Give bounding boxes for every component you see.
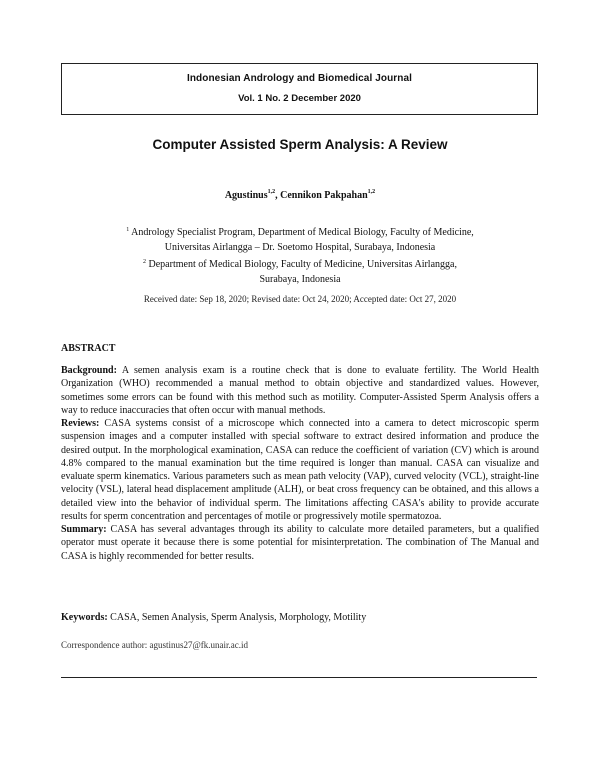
author-affiliation-mark: 1,2 [267, 189, 276, 195]
affiliation-mark: 2 [143, 259, 147, 265]
submission-dates: Received date: Sep 18, 2020; Revised date: Oct 24, 2020; Accepted date: Oct 27, 2020 [143, 294, 457, 304]
abstract-section-background [61, 364, 539, 417]
journal-name: Indonesian Andrology and Biomedical Journal [186, 73, 413, 84]
affiliation-line: Surabaya, Indonesia [259, 274, 341, 285]
author-name: Agustinus [224, 190, 268, 201]
affiliation-text: Department of Medical Biology, Faculty of Medicine, Universitas Airlangga, [148, 259, 457, 270]
section-text: CASA has several advantages through its ability to calculate more detailed parameters, but a qualified operator must operate it because there is some potential for misinterpretation. The combination of The Manual and CASA is highly recommended for better results. [61, 524, 539, 562]
section-label: Background: [61, 365, 117, 376]
paper-title: Computer Assisted Sperm Analysis: A Review [152, 137, 448, 152]
author-list [0, 189, 600, 201]
author-affiliation-mark: 1,2 [367, 189, 376, 195]
footer-divider [61, 677, 537, 678]
section-text: CASA systems consist of a microscope which connected into a camera to detect microscopic sperm suspension images and a computer installed with special software to extract desired information and produce the desired output. In the morphological examination, CASA can reduce the coefficient of variation (CV) which is around 4.8% compared to the manual examination but the time required is longer than manual. CASA can visualize and evaluate sperm kinematics. Various parameters such as mean path velocity (VAP), curved velocity (VCL), straight-line velocity (VSL), lateral head displacement amplitude (ALH), or beat cross frequency can be obtained, and this allows a detailed view into the behavior of individual sperm. The limitations affecting CASA's ability to provide accurate results for sperm concentration and percentages of motile or progressively motile spermatozoa. [61, 418, 539, 522]
keywords-text: CASA, Semen Analysis, Sperm Analysis, Morphology, Motility [107, 612, 367, 623]
affiliation-line [0, 255, 600, 272]
affiliation-line: Universitas Airlangga – Dr. Soetomo Hospital, Surabaya, Indonesia [164, 242, 436, 253]
affiliation-text: Andrology Specialist Program, Department of Medical Biology, Faculty of Medicine, [131, 227, 474, 238]
abstract-body [61, 364, 539, 563]
author-name: Cennikon Pakpahan [280, 190, 368, 201]
correspondence-author: Correspondence author: agustinus27@fk.unair.ac.id [61, 640, 248, 650]
journal-header-box [61, 63, 538, 115]
abstract-heading: ABSTRACT [61, 343, 116, 354]
affiliation-mark: 1 [126, 227, 130, 233]
keywords-label: Keywords: [61, 612, 108, 623]
affiliation-line [0, 223, 600, 240]
author-separator: , [275, 190, 281, 201]
affiliations [0, 223, 600, 287]
section-label: Summary: [61, 524, 107, 535]
section-text: A semen analysis exam is a routine check that is done to evaluate fertility. The World Health Organization (WHO) recommended a manual method to obtain objective and standardized values. However, sometimes some errors can be found with this method such as motility. Computer-Assisted Sperm Analysis offers a way to reduce inaccuracies that often occur with manual methods. [61, 365, 539, 416]
journal-issue: Vol. 1 No. 2 December 2020 [238, 93, 361, 104]
abstract-section-reviews [61, 417, 539, 523]
section-label: Reviews: [61, 418, 100, 429]
keywords [61, 612, 539, 623]
abstract-section-summary [61, 523, 539, 563]
